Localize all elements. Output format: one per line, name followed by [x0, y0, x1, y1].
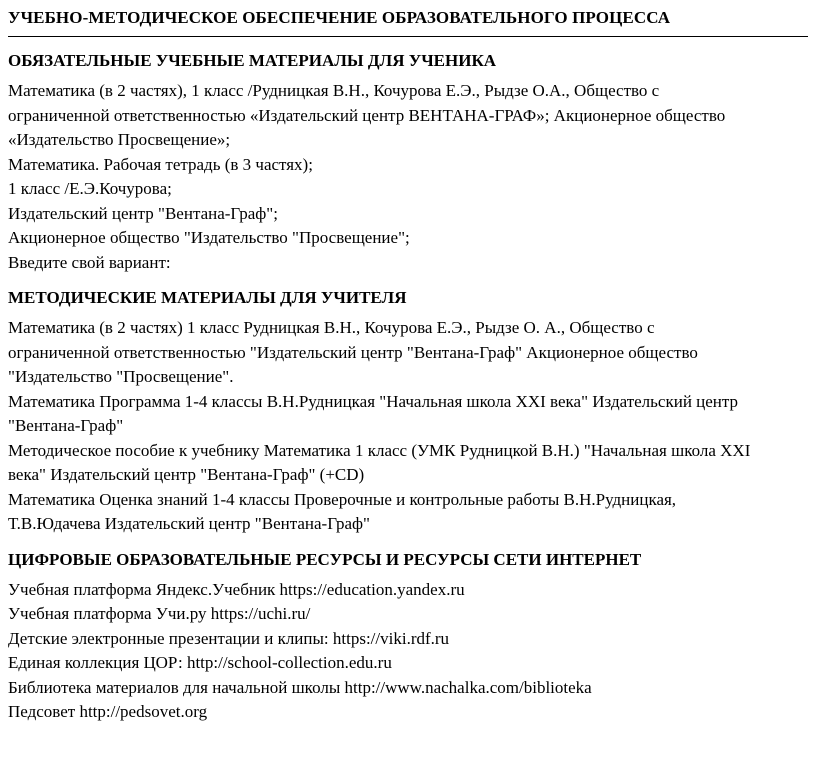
text-line: ограниченной ответственностью «Издательский центр ВЕНТАНА-ГРАФ»; Акционерное общество — [8, 105, 726, 125]
text-line: Введите свой вариант: — [8, 252, 171, 272]
section-heading: ОБЯЗАТЕЛЬНЫЕ УЧЕБНЫЕ МАТЕРИАЛЫ ДЛЯ УЧЕНИКА — [8, 51, 497, 70]
section-spacer — [8, 275, 808, 288]
resource-line: Учебная платформа Учи.ру https://uchi.ru/ — [8, 604, 311, 623]
text-line: ограниченной ответственностью "Издательский центр "Вентана-Граф" Акционерное общество — [8, 342, 698, 362]
title-divider — [8, 36, 808, 37]
text-line: "Издательство "Просвещение". — [8, 367, 234, 386]
resource-line: Детские электронные презентации и клипы: https://viki.rdf.ru — [8, 628, 450, 648]
section-body — [8, 578, 808, 725]
document-page — [8, 8, 808, 725]
resource-line: Учебная платформа Яндекс.Учебник https://education.yandex.ru — [8, 579, 465, 599]
section-teacher-materials — [8, 288, 808, 537]
text-line: Т.В.Юдачева Издательский центр "Вентана-Граф" — [8, 514, 370, 533]
text-line: Математика (в 2 частях) 1 класс Рудницкая В.Н., Кочурова Е.Э., Рыдзе О. А., Общество с — [8, 318, 655, 337]
resource-line: Педсовет http://pedsovet.org — [8, 702, 208, 721]
section-body — [8, 79, 808, 275]
resource-line: Библиотека материалов для начальной школы http://www.nachalka.com/biblioteka — [8, 677, 592, 697]
resource-line: Единая коллекция ЦОР: http://school-collection.edu.ru — [8, 653, 392, 672]
text-line: Математика (в 2 частях), 1 класс /Рудницкая В.Н., Кочурова Е.Э., Рыдзе О.А., Общество с — [8, 81, 660, 100]
section-body — [8, 316, 808, 537]
document-title: УЧЕБНО-МЕТОДИЧЕСКОЕ ОБЕСПЕЧЕНИЕ ОБРАЗОВАТЕЛЬНОГО ПРОЦЕССА — [8, 8, 671, 27]
section-heading: ЦИФРОВЫЕ ОБРАЗОВАТЕЛЬНЫЕ РЕСУРСЫ И РЕСУРСЫ СЕТИ ИНТЕРНЕТ — [8, 549, 642, 569]
text-line: Математика Оценка знаний 1-4 классы Проверочные и контрольные работы В.Н.Рудницкая, — [8, 489, 677, 509]
text-line: 1 класс /Е.Э.Кочурова; — [8, 179, 172, 198]
text-line: «Издательство Просвещение»; — [8, 130, 231, 149]
text-line: "Вентана-Граф" — [8, 416, 124, 435]
section-digital-resources — [8, 550, 808, 725]
text-line: века" Издательский центр "Вентана-Граф" (+CD) — [8, 465, 365, 484]
text-line: Методическое пособие к учебнику Математика 1 класс (УМК Рудницкой В.Н.) "Начальная школа XXI — [8, 440, 751, 460]
text-line: Акционерное общество "Издательство "Просвещение"; — [8, 228, 410, 247]
section-spacer — [8, 537, 808, 550]
text-line: Издательский центр "Вентана-Граф"; — [8, 203, 278, 223]
section-student-materials — [8, 51, 808, 275]
text-line: Математика. Рабочая тетрадь (в 3 частях); — [8, 154, 313, 174]
section-heading: МЕТОДИЧЕСКИЕ МАТЕРИАЛЫ ДЛЯ УЧИТЕЛЯ — [8, 288, 407, 307]
text-line: Математика Программа 1-4 классы В.Н.Рудницкая "Начальная школа XXI века" Издательский центр — [8, 391, 739, 411]
